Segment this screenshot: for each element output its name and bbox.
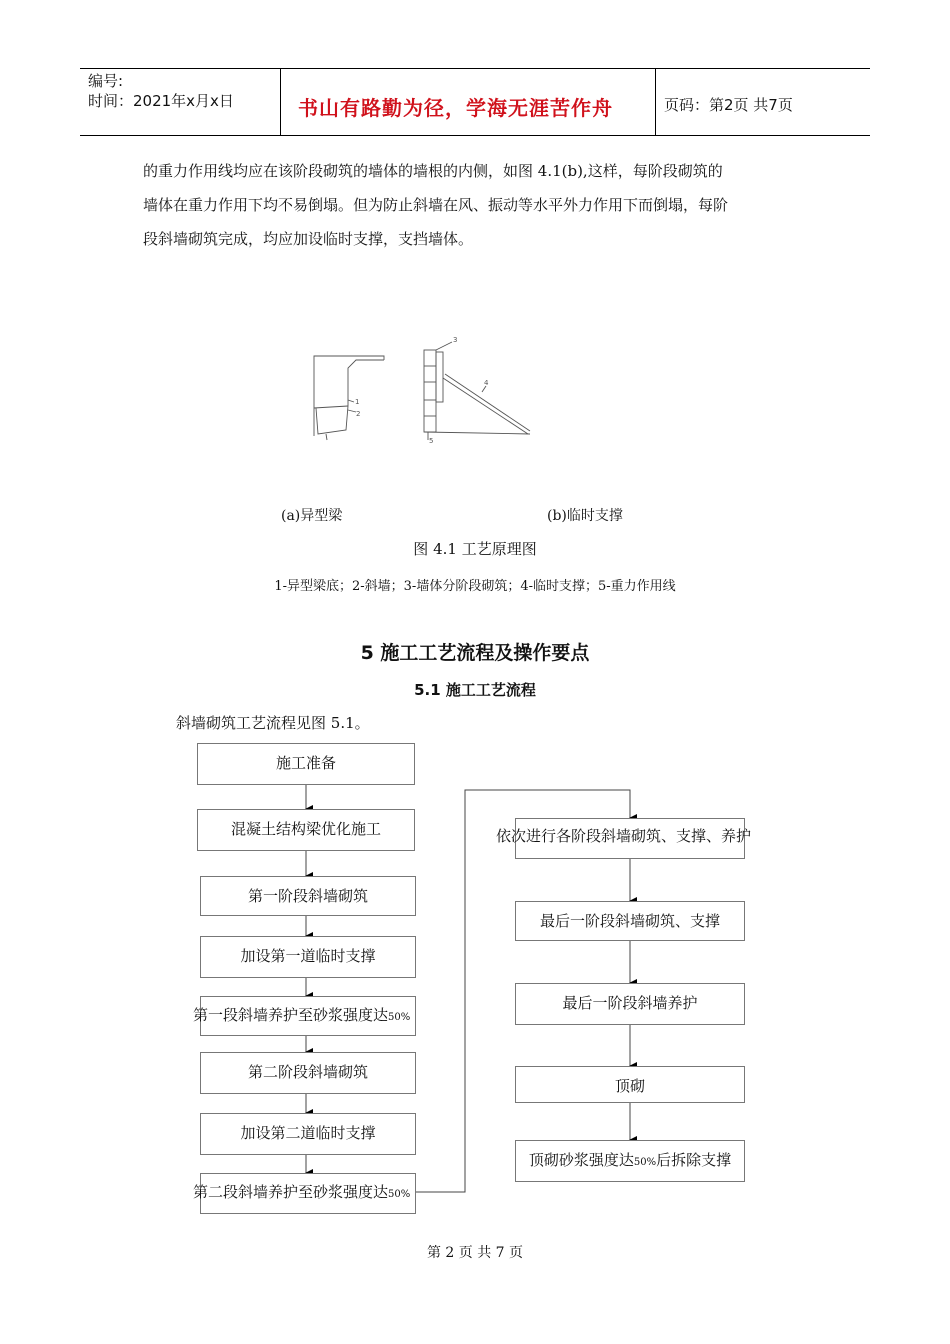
label-3: 3 [453,336,458,344]
label-2: 2 [356,410,361,418]
page-footer: 第 2 页 共 7 页 [426,1245,524,1261]
flow-step: 混凝土结构梁优化施工 [197,809,415,851]
flow-step: 第二阶段斜墙砌筑 [200,1052,416,1094]
serial-label: 编号: [88,72,124,90]
date-label: 时间：2021年x月x日 [88,92,234,110]
paragraph-line: 的重力作用线均应在该阶段砌筑的墙体的墙根的内侧，如图 4.1(b),这样，每阶段砌筑的 [143,162,723,180]
paragraph-line: 墙体在重力作用下均不易倒塌。但为防止斜墙在风、振动等水平外力作用下而倒塌，每阶 [143,196,729,214]
percent-value: 50% [388,1189,411,1200]
flow-step [515,1140,745,1182]
paragraph-line: 段斜墙砌筑完成，均应加设临时支撑，支挡墙体。 [143,230,474,248]
flow-step: 加设第二道临时支撑 [200,1113,416,1155]
flow-step [496,818,752,859]
percent-value: 50% [633,1157,657,1168]
figure-title: 图 4.1 工艺原理图 [413,540,537,558]
flow-step [193,996,416,1036]
flow-step-text: 第一段斜墙养护至砂浆强度达 [193,1006,389,1024]
subfigure-b-caption: (b)临时支撑 [547,508,623,524]
flow-step: 施工准备 [197,743,415,785]
section-subheading: 5.1 施工工艺流程 [414,681,536,699]
figure-legend: 1-异型梁底；2-斜墙；3-墙体分阶段砌筑；4-临时支撑；5-重力作用线 [274,579,676,594]
label-5: 5 [429,437,434,445]
flow-step: 加设第一道临时支撑 [200,936,416,978]
flow-step-text: 后拆除支撑 [656,1151,732,1169]
section-heading: 5 施工工艺流程及操作要点 [360,642,590,664]
flow-step-text: 顶砌砂浆强度达 [528,1151,634,1169]
subfigure-a-caption: (a)异型梁 [281,508,343,524]
flow-step: 第一阶段斜墙砌筑 [200,876,416,916]
percent-value: 50% [388,1012,411,1023]
label-1: 1 [355,398,360,406]
flow-step-text: 第二段斜墙养护至砂浆强度达 [193,1183,389,1201]
header-motto: 书山有路勤为径，学海无涯苦作舟 [298,96,613,120]
flow-step: 顶砌 [515,1066,745,1103]
flow-step: 最后一阶段斜墙砌筑、支撑 [515,901,745,941]
flow-step: 最后一阶段斜墙养护 [515,983,745,1025]
label-4: 4 [484,379,489,387]
flow-step-text: 依次进行各阶段斜墙砌筑、支撑、养护 [496,827,752,845]
section-intro: 斜墙砌筑工艺流程见图 5.1。 [176,714,370,732]
flow-step [193,1173,416,1214]
page-indicator: 页码：第2页 共7页 [664,96,793,114]
